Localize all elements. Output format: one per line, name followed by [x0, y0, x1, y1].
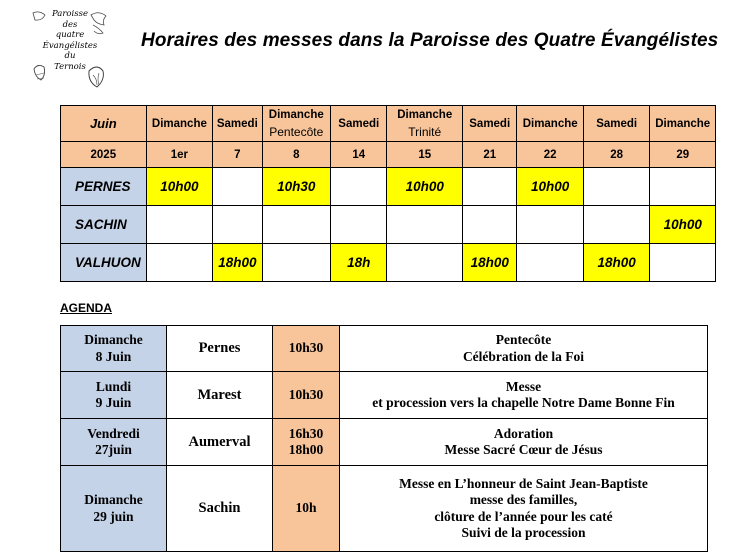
agenda-time	[273, 466, 340, 552]
agenda-time	[273, 419, 340, 466]
agenda-place: Aumerval	[167, 419, 273, 466]
empty-cell	[583, 206, 650, 244]
schedule-row-pernes	[61, 168, 716, 206]
agenda-desc-line: Pentecôte	[495, 332, 552, 347]
agenda-desc-line: Adoration	[493, 425, 554, 441]
agenda-time-value: 10h30	[288, 386, 324, 402]
header-day	[387, 106, 463, 142]
agenda-time	[273, 372, 340, 419]
agenda-day	[61, 326, 167, 372]
agenda-description	[340, 419, 708, 466]
agenda-weekday: Lundi	[95, 378, 132, 394]
mass-time-cell: 18h	[331, 244, 387, 282]
mass-time-cell: 10h00	[387, 168, 463, 206]
header-day-name: Dimanche	[397, 108, 453, 121]
agenda-date: 27juin	[95, 442, 132, 457]
empty-cell	[650, 244, 716, 282]
header-day: Samedi	[583, 106, 650, 142]
empty-cell	[583, 168, 650, 206]
header-day	[262, 106, 331, 142]
header-year: 2025	[61, 142, 147, 168]
header-date: 21	[463, 142, 517, 168]
agenda-day	[61, 419, 167, 466]
agenda-row	[61, 326, 708, 372]
empty-cell	[213, 168, 262, 206]
header-date: 1er	[146, 142, 213, 168]
logo-line: Évangélistes	[42, 40, 98, 51]
empty-cell	[517, 244, 584, 282]
header-date: 29	[650, 142, 716, 168]
header-day-name: Dimanche	[268, 108, 324, 121]
agenda-date: 9 Juin	[95, 395, 132, 410]
schedule-row-sachin	[61, 206, 716, 244]
schedule-row-valhuon	[61, 244, 716, 282]
empty-cell	[146, 244, 213, 282]
agenda-weekday: Dimanche	[84, 332, 143, 347]
header-date: 22	[517, 142, 584, 168]
empty-cell	[331, 168, 387, 206]
agenda-place: Sachin	[167, 466, 273, 552]
agenda-day	[61, 466, 167, 552]
parish-logo	[31, 9, 109, 95]
agenda-table	[60, 325, 708, 552]
agenda-time-value: 10h	[295, 500, 317, 516]
agenda-description	[340, 466, 708, 552]
agenda-desc-line: Messe Sacré Cœur de Jésus	[444, 442, 603, 457]
header-date: 15	[387, 142, 463, 168]
empty-cell	[331, 206, 387, 244]
header-feast: Trinité	[408, 124, 442, 139]
agenda-heading: AGENDA	[60, 301, 113, 315]
header-day: Samedi	[463, 106, 517, 142]
place-label: VALHUON	[61, 244, 147, 282]
mass-time-cell: 10h00	[517, 168, 584, 206]
schedule-table	[60, 105, 716, 282]
agenda-desc-line: et procession vers la chapelle Notre Dame Bonne Fin	[372, 395, 675, 410]
mass-time-cell: 18h00	[463, 244, 517, 282]
logo-line: Ternois	[54, 61, 86, 72]
mass-time-cell: 18h00	[583, 244, 650, 282]
agenda-time-value: 16h30	[288, 425, 324, 441]
agenda-description	[340, 372, 708, 419]
empty-cell	[262, 206, 331, 244]
empty-cell	[650, 168, 716, 206]
header-day: Dimanche	[517, 106, 584, 142]
agenda-row	[61, 466, 708, 552]
mass-time-cell: 10h00	[146, 168, 213, 206]
agenda-day	[61, 372, 167, 419]
agenda-desc-line: Suivi de la procession	[461, 525, 586, 540]
agenda-date: 29 juin	[93, 508, 134, 524]
header-month: Juin	[61, 106, 147, 142]
empty-cell	[262, 244, 331, 282]
logo-line: du	[64, 51, 76, 62]
agenda-desc-line: Célébration de la Foi	[462, 348, 585, 364]
place-label: PERNES	[61, 168, 147, 206]
logo-line: des	[62, 19, 78, 30]
header-day: Dimanche	[650, 106, 716, 142]
logo-line: Paroisse	[51, 9, 89, 19]
empty-cell	[463, 206, 517, 244]
schedule-date-row	[61, 142, 716, 168]
agenda-weekday: Vendredi	[87, 425, 140, 441]
logo-line: quatre	[55, 30, 85, 41]
empty-cell	[463, 168, 517, 206]
agenda-desc-line: Messe en L’honneur de Saint Jean-Baptiste	[399, 475, 648, 491]
header-date: 28	[583, 142, 650, 168]
mass-time-cell: 10h30	[262, 168, 331, 206]
agenda-weekday: Dimanche	[84, 492, 143, 507]
empty-cell	[213, 206, 262, 244]
header-feast: Pentecôte	[269, 124, 324, 139]
header-date: 8	[262, 142, 331, 168]
agenda-time	[273, 326, 340, 372]
page-title: Horaires des messes dans la Paroisse des Quatre Évangélistes	[141, 30, 719, 51]
empty-cell	[387, 244, 463, 282]
header-date: 14	[331, 142, 387, 168]
mass-time-cell: 10h00	[650, 206, 716, 244]
header-day: Samedi	[213, 106, 262, 142]
agenda-time-value: 10h30	[288, 340, 324, 356]
agenda-description	[340, 326, 708, 372]
empty-cell	[517, 206, 584, 244]
agenda-place: Marest	[167, 372, 273, 419]
logo-text	[31, 9, 109, 73]
agenda-row	[61, 419, 708, 466]
empty-cell	[387, 206, 463, 244]
schedule-header-row	[61, 106, 716, 142]
agenda-desc-line: clôture de l’année pour les caté	[434, 508, 613, 524]
mass-time-cell: 18h00	[213, 244, 262, 282]
agenda-date: 8 Juin	[95, 348, 132, 364]
empty-cell	[146, 206, 213, 244]
agenda-desc-line: messe des familles,	[469, 492, 578, 507]
agenda-time-value: 18h00	[288, 442, 324, 457]
agenda-row	[61, 372, 708, 419]
header-date: 7	[213, 142, 262, 168]
agenda-place: Pernes	[167, 326, 273, 372]
place-label: SACHIN	[61, 206, 147, 244]
agenda-desc-line: Messe	[505, 378, 542, 394]
header-day: Samedi	[331, 106, 387, 142]
header-day: Dimanche	[146, 106, 213, 142]
